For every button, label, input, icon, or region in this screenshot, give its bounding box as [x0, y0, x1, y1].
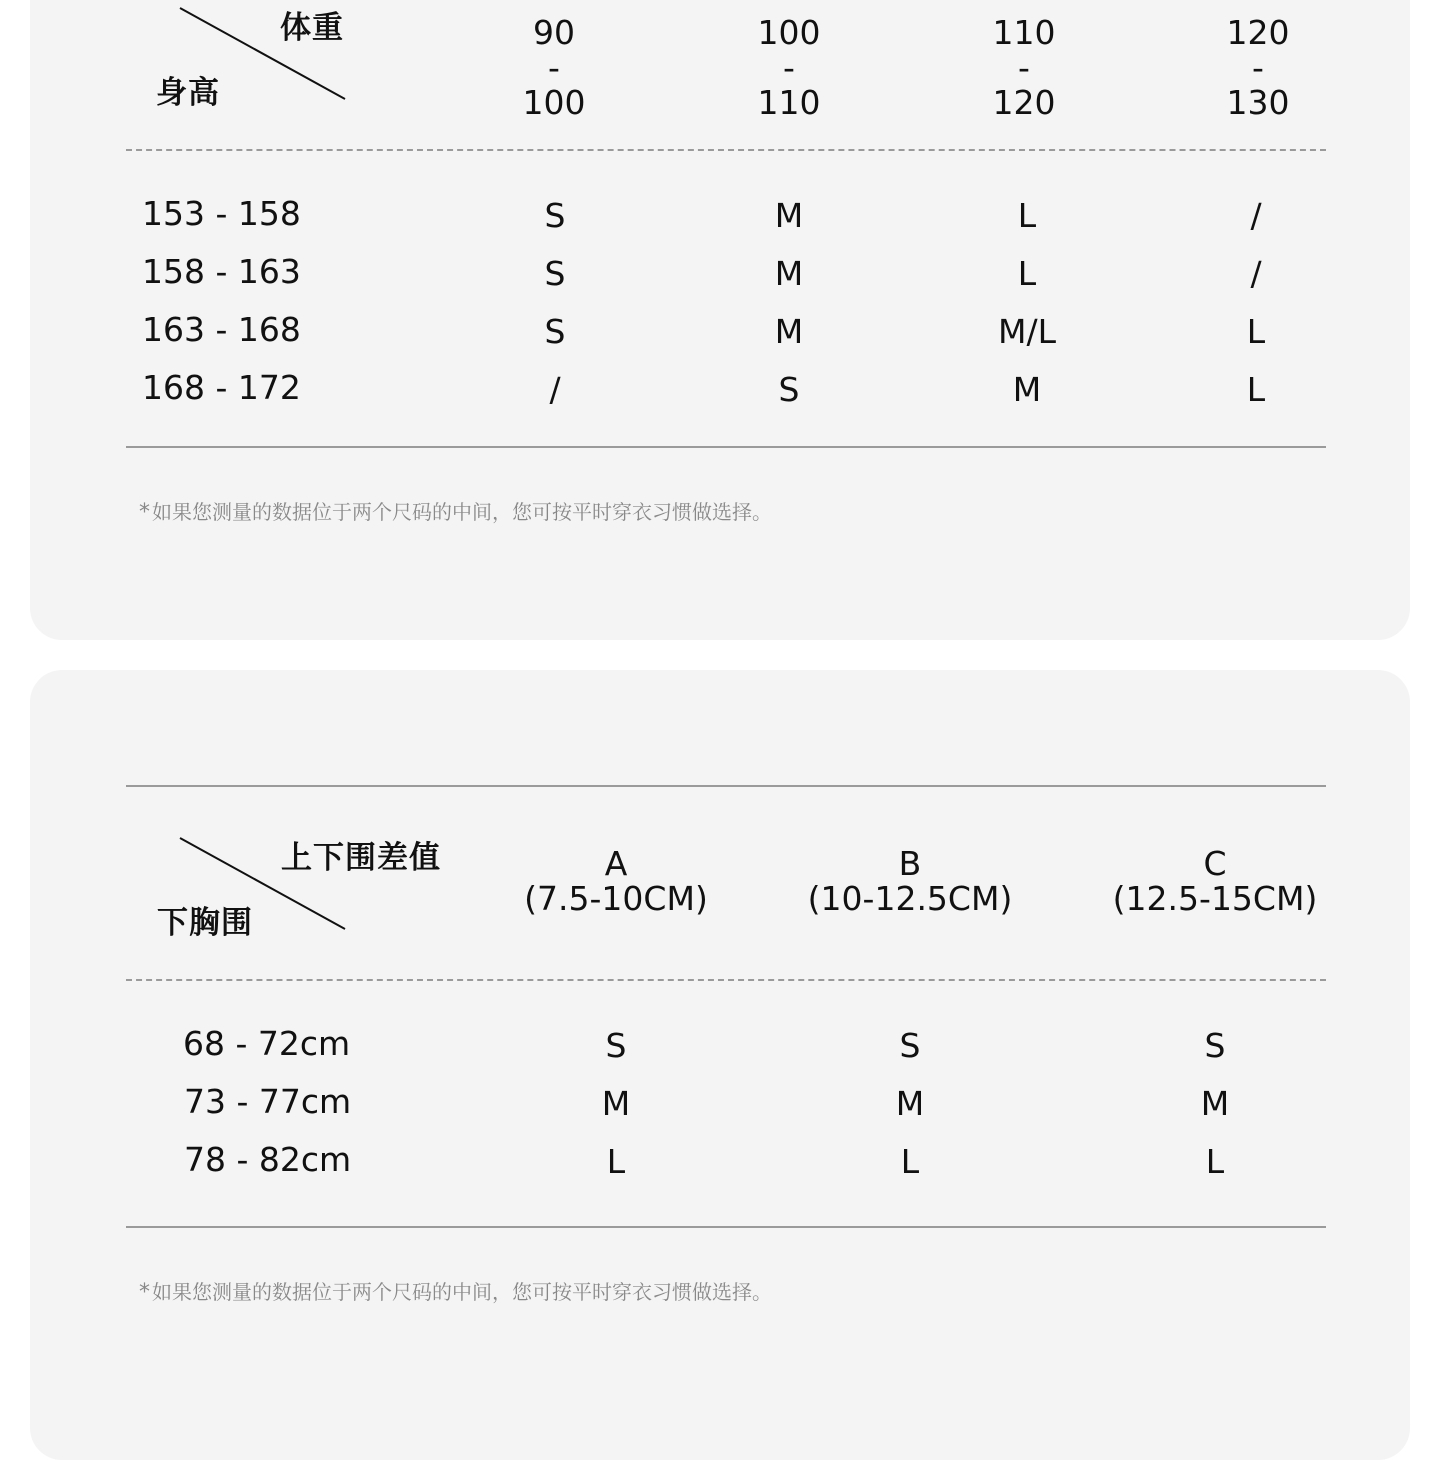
table-cell: M	[601, 1084, 631, 1123]
corner-header-bust-difference: 上下围差值	[281, 840, 441, 876]
table-cell: /	[1250, 254, 1262, 293]
table-cell: L	[1205, 1142, 1225, 1181]
row-label-underbust: 78 - 82cm	[184, 1140, 352, 1179]
table-cell: S	[1204, 1026, 1226, 1065]
column-header-from: 120	[1226, 13, 1290, 52]
note-text: 如果您测量的数据位于两个尺码的中间，您可按平时穿衣习惯做选择。	[152, 1280, 772, 1304]
table-cell: /	[549, 370, 561, 409]
row-label-height: 153 - 158	[142, 194, 301, 233]
table-bottom-rule	[126, 1226, 1326, 1228]
cup-letter: B	[898, 844, 922, 883]
header-divider-dashed	[126, 149, 1326, 151]
cup-letter: C	[1203, 844, 1227, 883]
cup-range: (12.5-15CM)	[1112, 879, 1318, 918]
table-cell: S	[605, 1026, 627, 1065]
column-header-weight	[993, 15, 1056, 120]
cup-letter: A	[604, 844, 628, 883]
cup-range: (10-12.5CM)	[807, 879, 1013, 918]
table-cell: S	[899, 1026, 921, 1065]
column-header-to: 100	[522, 83, 586, 122]
table-cell: L	[606, 1142, 626, 1181]
column-header-to: 110	[757, 83, 821, 122]
table-cell: M	[774, 196, 804, 235]
column-header-sep: -	[548, 48, 560, 87]
column-header-to: 130	[1226, 83, 1290, 122]
row-label-height: 168 - 172	[142, 368, 301, 407]
row-label-height: 163 - 168	[142, 310, 301, 349]
column-header-cup	[1113, 846, 1318, 916]
size-table-card-bust	[30, 670, 1410, 1460]
corner-header-underbust: 下胸围	[157, 905, 253, 941]
table-cell: M	[774, 254, 804, 293]
column-header-to: 120	[992, 83, 1056, 122]
column-header-sep: -	[783, 48, 795, 87]
table-cell: S	[544, 254, 566, 293]
corner-header-weight: 体重	[280, 10, 344, 46]
table-cell: M	[1200, 1084, 1230, 1123]
note-asterisk: *	[139, 500, 150, 525]
table-cell: S	[544, 312, 566, 351]
column-header-weight	[1227, 15, 1290, 120]
row-label-height: 158 - 163	[142, 252, 301, 291]
table-cell: M/L	[998, 312, 1056, 351]
corner-header-height: 身高	[156, 75, 220, 111]
row-label-underbust: 68 - 72cm	[183, 1024, 351, 1063]
row-label-underbust: 73 - 77cm	[184, 1082, 352, 1121]
column-header-from: 90	[533, 13, 575, 52]
table-cell: S	[544, 196, 566, 235]
table-cell: M	[895, 1084, 925, 1123]
column-header-weight	[523, 15, 586, 120]
cup-range: (7.5-10CM)	[524, 879, 708, 918]
size-note	[139, 496, 772, 525]
table-cell: L	[900, 1142, 920, 1181]
table-cell: M	[1012, 370, 1042, 409]
column-header-weight	[758, 15, 821, 120]
column-header-from: 110	[992, 13, 1056, 52]
column-header-from: 100	[757, 13, 821, 52]
size-note	[139, 1276, 772, 1305]
column-header-cup	[524, 846, 708, 916]
table-cell: L	[1017, 196, 1037, 235]
table-cell: S	[778, 370, 800, 409]
table-cell: M	[774, 312, 804, 351]
table-cell: L	[1246, 312, 1266, 351]
table-cell: L	[1017, 254, 1037, 293]
note-asterisk: *	[139, 1280, 150, 1305]
header-divider-dashed	[126, 979, 1326, 981]
column-header-sep: -	[1018, 48, 1030, 87]
column-header-cup	[808, 846, 1013, 916]
table-cell: /	[1250, 196, 1262, 235]
note-text: 如果您测量的数据位于两个尺码的中间，您可按平时穿衣习惯做选择。	[152, 500, 772, 524]
column-header-sep: -	[1252, 48, 1264, 87]
table-top-rule	[126, 785, 1326, 787]
table-bottom-rule	[126, 446, 1326, 448]
table-cell: L	[1246, 370, 1266, 409]
